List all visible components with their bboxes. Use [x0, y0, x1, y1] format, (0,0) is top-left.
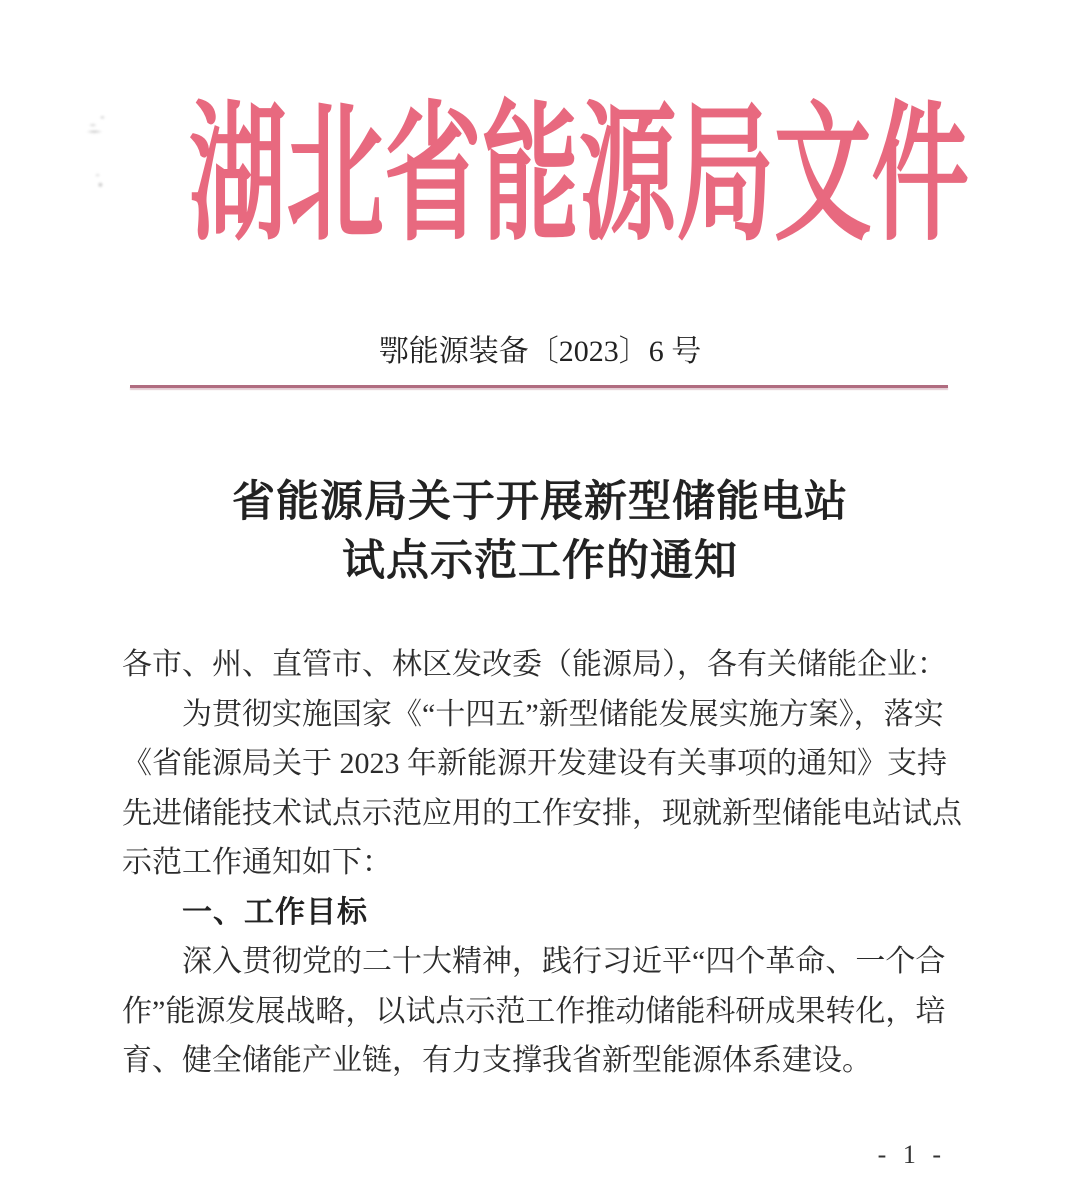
body-line: 作”能源发展战略，以试点示范工作推动储能科研成果转化，培 — [122, 994, 946, 1028]
document-title-line2: 试点示范工作的通知 — [342, 538, 738, 585]
scan-artifact — [80, 113, 112, 135]
body-line: 示范工作通知如下： — [122, 846, 392, 879]
salutation-line: 各市、州、直管市、林区发改委（能源局），各有关储能企业： — [122, 648, 947, 681]
section-heading: 一、工作目标 — [182, 895, 368, 929]
body-line: 为贯彻实施国家《“十四五”新型储能发展实施方案》，落实 — [182, 697, 944, 731]
red-divider-line — [130, 385, 948, 388]
letterhead-title: 湖北省能源局文件 — [189, 93, 970, 259]
body-line: 《省能源局关于 2023 年新能源开发建设有关事项的通知》支持 — [122, 747, 947, 780]
body-line: 深入贯彻党的二十大精神，践行习近平“四个革命、一个合 — [182, 945, 946, 978]
document-body — [122, 640, 962, 1086]
document-title — [0, 473, 1080, 591]
document-title-line1: 省能源局关于开展新型储能电站 — [232, 479, 848, 526]
body-line: 育、健全储能产业链，有力支撑我省新型能源体系建设。 — [122, 1044, 872, 1077]
doc-number: 鄂能源装备〔2023〕6 号 — [378, 335, 702, 368]
page-number: - 1 - — [877, 1140, 946, 1169]
body-line: 先进储能技术试点示范应用的工作安排，现就新型储能电站试点 — [122, 796, 962, 830]
scan-artifact — [92, 172, 106, 188]
